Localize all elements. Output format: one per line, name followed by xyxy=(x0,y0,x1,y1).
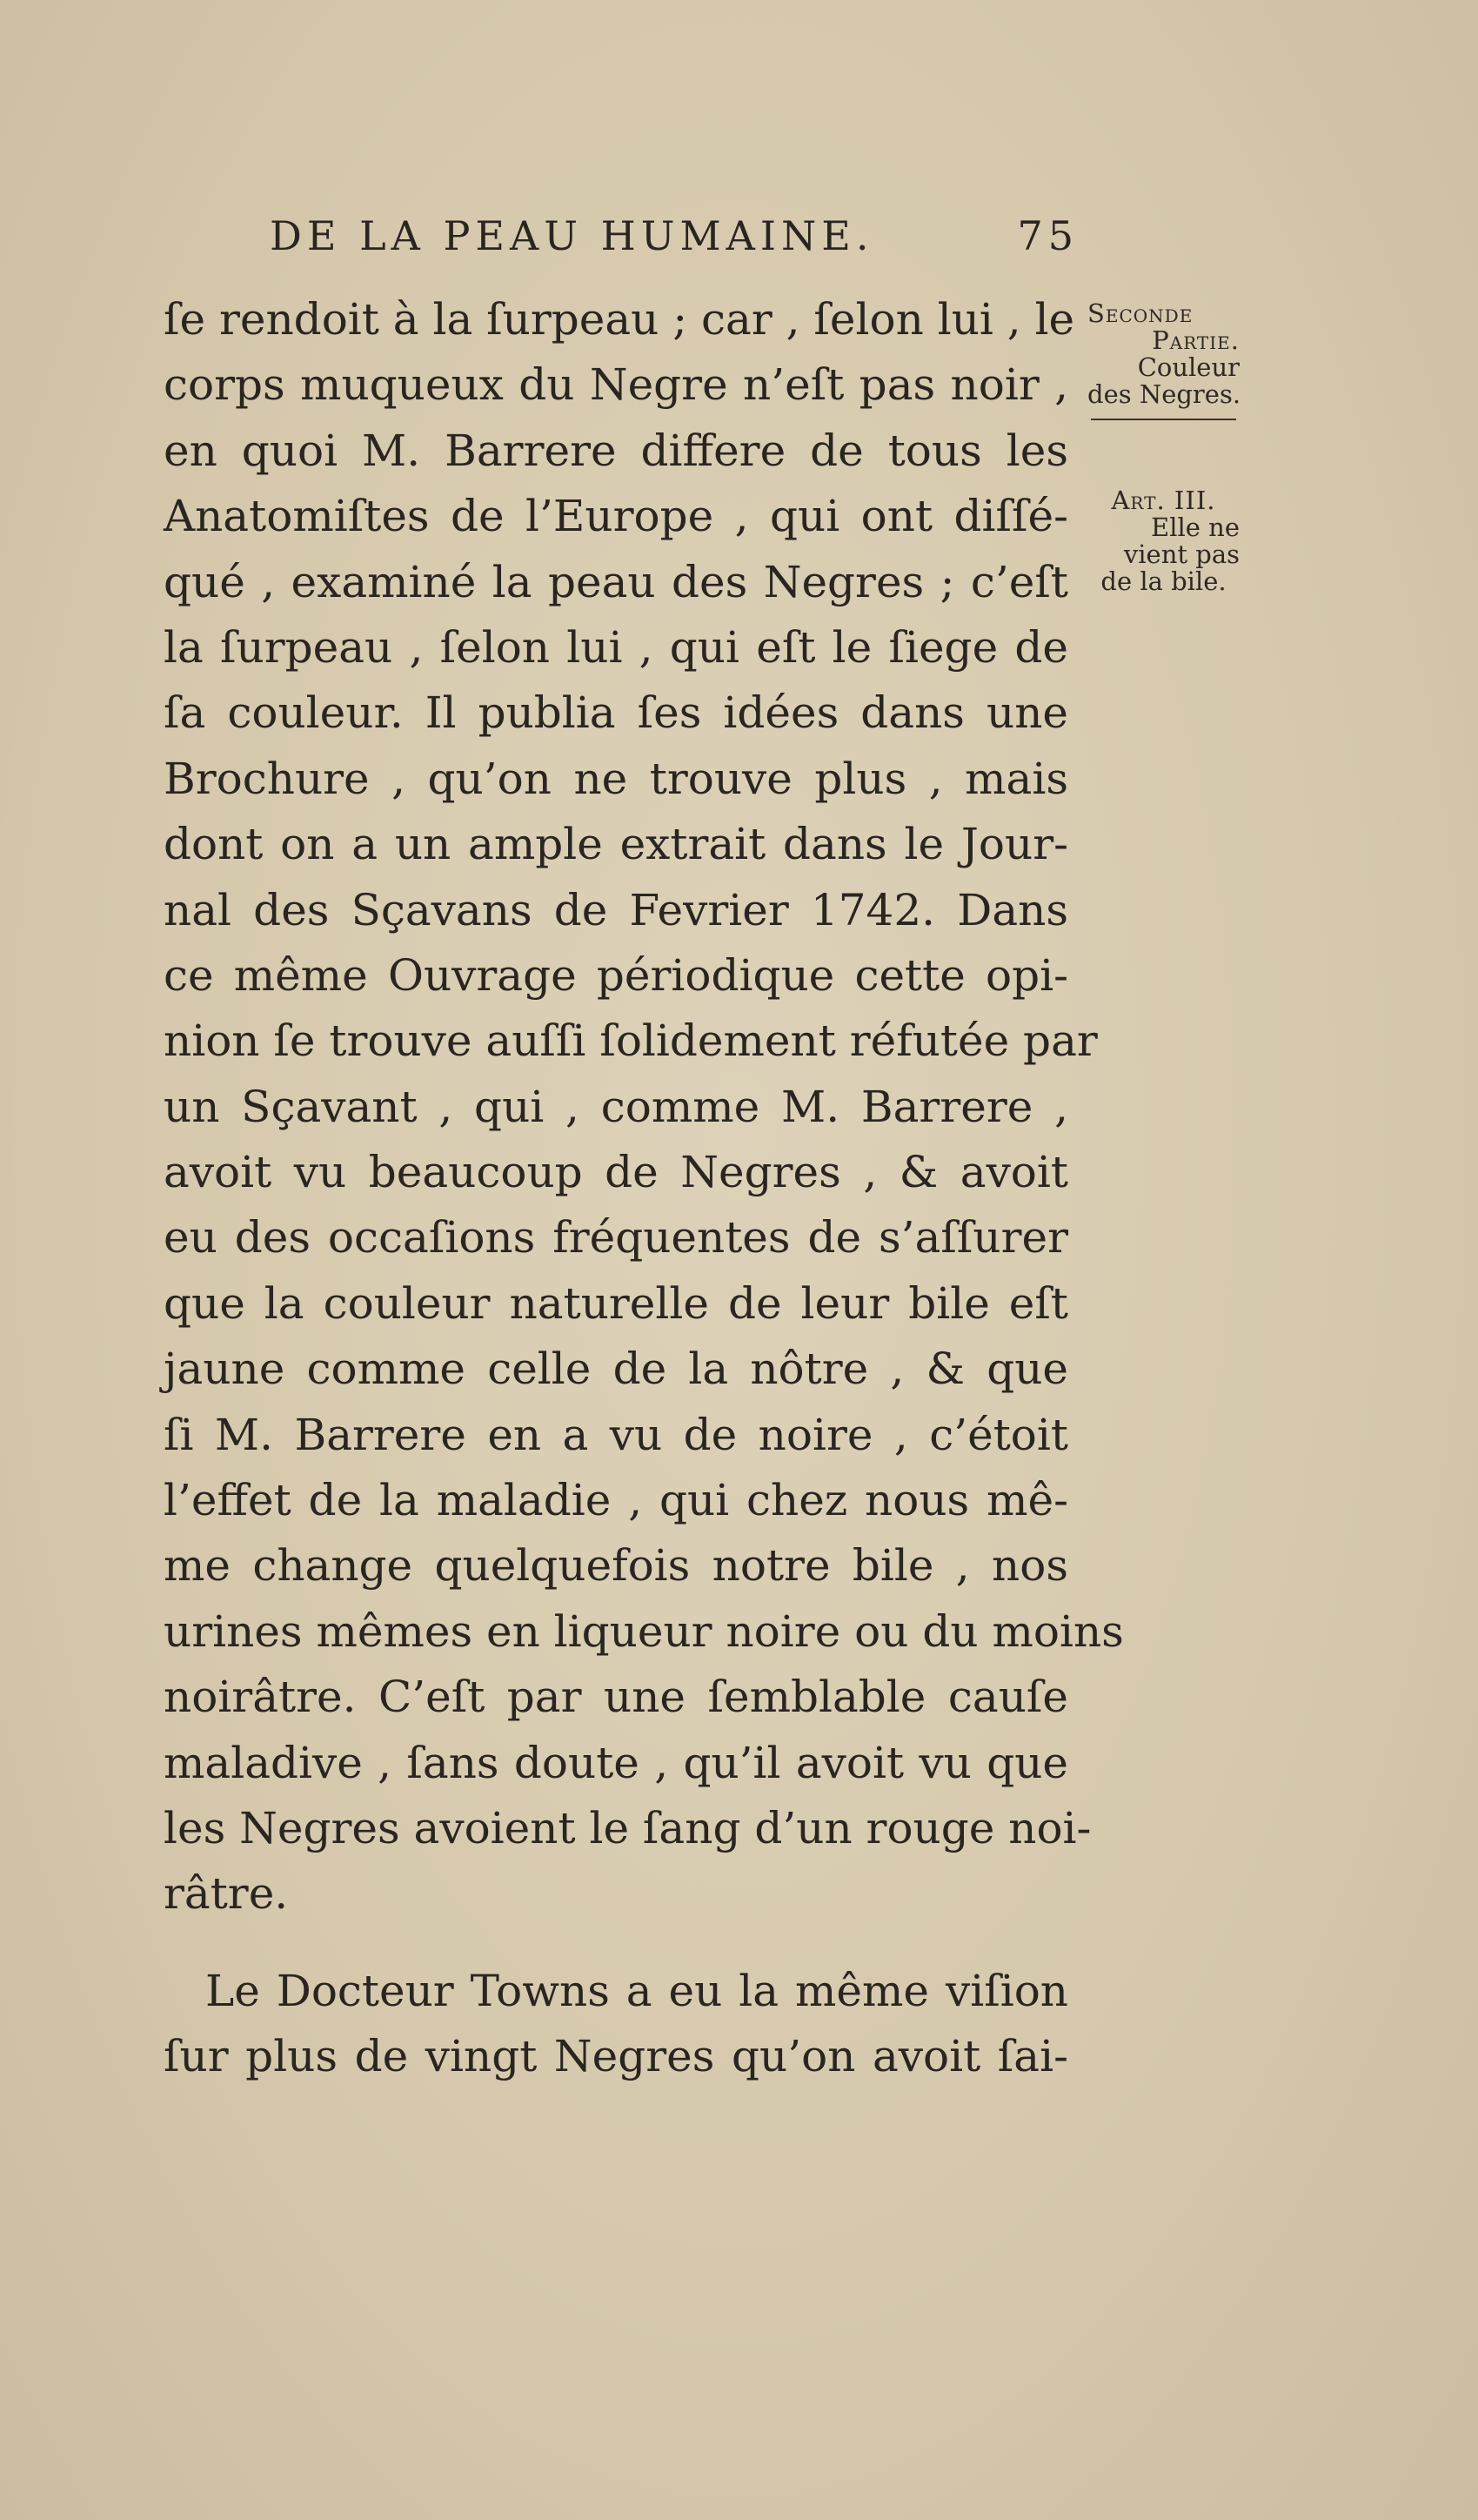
text-line: un Sçavant , qui , comme M. Barrere , xyxy=(164,1081,1068,1132)
text-line: me change quelquefois notre bile , nos xyxy=(164,1540,1068,1592)
margin-article-line: Elle ne xyxy=(1151,513,1240,542)
text-line: la ſurpeau , ſelon lui , qui eſt le ſiege de xyxy=(164,621,1068,673)
text-line: Brochure , qu’on ne trouve plus , mais xyxy=(164,753,1068,804)
text-line: Le Docteur Towns a eu la même viſion xyxy=(205,1965,1068,2016)
text-line: maladive , ſans doute , qu’il avoit vu que xyxy=(164,1737,1068,1788)
text-line: ſa couleur. Il publia ſes idées dans une xyxy=(164,687,1068,739)
margin-article-line: de la bile. xyxy=(1100,566,1227,596)
page-number: 75 xyxy=(1017,212,1079,259)
text-line: l’effet de la maladie , qui chez nous mê- xyxy=(164,1475,1068,1526)
text-line: jaune comme celle de la nôtre , & que xyxy=(164,1344,1068,1395)
text-line: avoit vu beaucoup de Negres , & avoit xyxy=(164,1147,1068,1198)
text-line: ſi M. Barrere en a vu de noire , c’étoit xyxy=(164,1409,1068,1460)
text-line: urines mêmes en liqueur noire ou du moins xyxy=(164,1605,1124,1657)
margin-article-line: Art. III. xyxy=(1111,486,1216,515)
text-line: râtre. xyxy=(164,1868,289,1920)
margin-topic-line: des Negres. xyxy=(1087,379,1241,409)
text-line: noirâtre. C’eſt par une ſemblable cauſe xyxy=(164,1672,1068,1723)
body-text xyxy=(164,287,1124,2090)
text-line: nion ſe trouve auſſi ſolidement réfutée par xyxy=(164,1015,1098,1067)
text-line: dont on a un ample extrait dans le Jour- xyxy=(164,819,1068,870)
margin-part-line: Seconde xyxy=(1087,298,1194,328)
text-line: en quoi M. Barrere differe de tous les xyxy=(164,425,1068,476)
text-line: que la couleur naturelle de leur bile eſt xyxy=(164,1277,1068,1329)
running-head-title: DE LA PEAU HUMAINE. xyxy=(270,212,874,259)
margin-note-part xyxy=(1087,300,1240,427)
margin-note-article xyxy=(1087,487,1240,595)
running-head xyxy=(270,205,1079,266)
text-line: Anatomiſtes de l’Europe , qui ont diſſé- xyxy=(164,491,1068,542)
text-line: ce même Ouvrage périodique cette opi- xyxy=(164,949,1068,1001)
margin-part-line: Partie. xyxy=(1152,325,1240,355)
text-line: nal des Sçavans de Fevrier 1742. Dans xyxy=(164,884,1068,935)
text-line: eu des occaſions fréquentes de s’aſſurer xyxy=(164,1212,1068,1263)
text-line: les Negres avoient le ſang d’un rouge noi- xyxy=(164,1802,1092,1853)
margin-rule xyxy=(1091,419,1236,420)
margin-topic-line: Couleur xyxy=(1137,352,1240,382)
text-line: corps muqueux du Negre n’eſt pas noir , xyxy=(164,359,1068,411)
text-line: ſur plus de vingt Negres qu’on avoit ſai- xyxy=(164,2031,1068,2082)
text-line: ſe rendoit à la ſurpeau ; car , ſelon lui , le xyxy=(164,294,1075,345)
text-line: qué , examiné la peau des Negres ; c’eſt xyxy=(164,556,1068,607)
paragraph-gap xyxy=(164,1927,1068,1959)
margin-article-line: vient pas xyxy=(1123,540,1240,569)
